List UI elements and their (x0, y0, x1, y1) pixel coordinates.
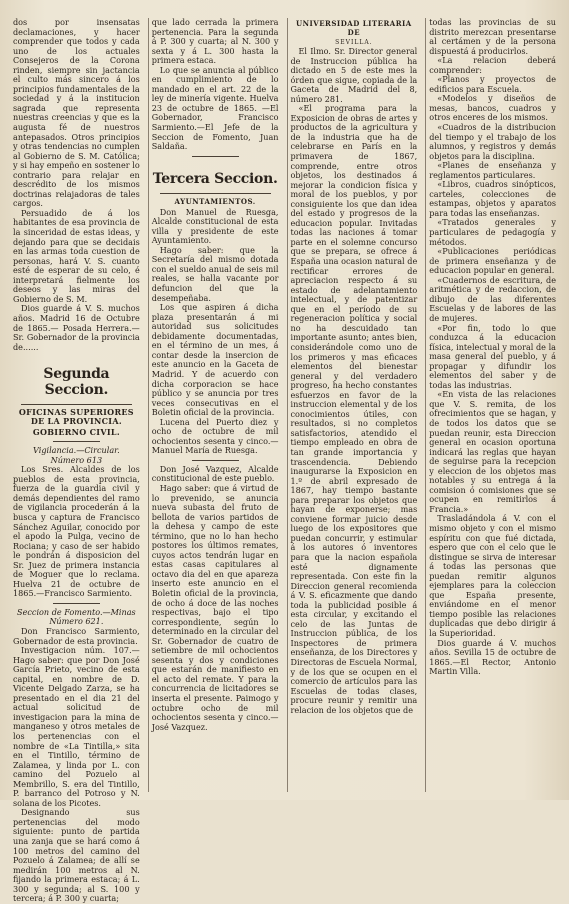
section-title-segunda: Segunda Seccion. (43, 366, 110, 399)
paragraph: «Planos y proyectos de edificios para Escuela. (429, 74, 556, 94)
paragraph: Trasladándola á V. con el mismo objeto y con el mismo espíritu con que fué dictada, espero que con el celo que le distingue se sirva de interesar á todas las personas que puedan remitir algunos ejemplares para la coleccion que España presente, enviándome en el menor tiempo posible las relaciones duplicadas que debo dirigir á la Superioridad. (429, 513, 556, 638)
paragraph: Persuadido de á los habitantes de esa provincia de la sinceridad de estas ideas, y dejando para que se decidais en las armas toda cuestion de personas, hará V. S. cuanto esté de esperar de su celo, é interpretará fielmente los deseos y las miras del Gobierno de S. M. (13, 207, 140, 304)
paragraph: Don Francisco Sarmiento, Gobernador de esta provincia. (13, 625, 140, 646)
paragraph: Los Sres. Alcaldes de los pueblos de esta provincia, fuerza de la guardia civil y demás dependientes del ramo de vigilancia procederán á la busca y captura de Francisco Sánchez Aguilar, conocido por el apodo la Pulga, vecino de Rociana; y caso de ser habido le pondrán á disposicion del Sr. Juez de primera instancia de Moguer que lo reclama. Huelva 21 de octubre de 1865.—Francisco Sarmiento. (13, 464, 140, 599)
divider (192, 156, 239, 157)
paragraph: «Publicaciones periódicas de primera enseñanza y de educacion popular en general. (429, 246, 556, 276)
divider (53, 441, 100, 442)
column-3 (287, 18, 421, 792)
paragraph: «Cuadros de la distribucion del tiempo y el trabajo de los alumnos, y registros y demás objetos para la disciplina. (429, 122, 556, 161)
paragraph: El Ilmo. Sr. Director general de Instruccion pública ha dictado en 5 de este mes la órden que sigue, copiada de la Gaceta de Madrid del 8, número 281. (290, 46, 418, 104)
divider (21, 404, 132, 405)
paragraph: «Por fin, todo lo que conduzca á la educacion física, intelectual y moral de la masa general del pueblo, y á propagar y difundir los elementos del saber y de todas las industrias. (429, 322, 556, 390)
column-4 (425, 18, 559, 792)
ayuntamientos-heading: AYUNTAMIENTOS. (174, 196, 256, 206)
vigilancia-number: Número 613 (50, 454, 103, 465)
minas-number: Número 621. (49, 616, 104, 627)
column-container (10, 17, 559, 904)
column-2 (148, 18, 282, 792)
paragraph: «Tratados generales y particulares de pedagogía y métodos. (429, 217, 556, 247)
paragraph: «Cuadernos de escritura, de aritmética y de redaccion, de dibujo de las diferentes Escuelas y de labores de las de mujeres. (429, 274, 556, 323)
paragraph: todas las provincias de su distrito merezcan presentarse al certámen y de la persona dispuestá á producirlos. (429, 17, 556, 56)
university-city: SEVILLA. (335, 39, 373, 46)
paragraph: «El programa para la Exposicion de obras de artes y productos de la agricultura y de la industria que ha de celebrarse en París en la primavera de 1867, comprende, entre otros objetos, los destinados á mejorar la condicion física y moral de los pueblos, y por consiguiente los que dan idea del estado y progresos de la educacion popular. Invitadas todas las naciones á tomar parte en el solemne concurso que se prepara, se ofrece á España una ocasion natural de rectificar errores de apreciacion respecto á su estado de adelantamiento intelectual, y de patentizar que en el período de su regeneracion política y social no ha descuidado tan importante asunto; antes bien, considerándole como uno de los primeros y mas eficaces elementos del bienestar general y del verdadero progreso, ha hecho constantes esfuerzos en favor de la instruccion elemental y de los conocimientos útiles, con resultados, si no completos satisfactorios, atendido el tiempo empleado en obra de tan grande importancia y trascendencia. Debiendo inaugurarse la Exposicion en 1.º de abril expresado de 1867, hay tiempo bastante para preparar los objetos que hayan de exponerse; mas conviene formar juicio desde luego de los expositores que puedan concurrir, y estimular á los autores ó inventores para que la nacion española esté dignamente representada. Con este fin la Direccion general recomienda á V. S. eficazmente que dando toda la publicidad posible á esta circular, y excitando el celo de las Juntas de Instruccion pública, de los Inspectores de primera enseñanza, de los Directores y Directoras de Escuela Normal, y de los que se ocupen en el comercio de artículos para las Escuelas de todas clases, procure reunir y remitir una relacion de los objetos que de (290, 103, 418, 715)
divider (160, 193, 271, 194)
divider (192, 460, 239, 461)
paragraph: Dios guarde á V. S. muchos años. Madrid 16 de Octubre de 1865.— Posada Herrera.—Sr. Gobernador de la provincia de...... (13, 303, 140, 352)
paragraph: Dios guarde á V. muchos años. Sevilla 15 de octubre de 1865.—El Rector, Antonio Martin Villa. (429, 637, 556, 677)
paragraph: Don José Vazquez, Alcalde constitucional de este pueblo. (151, 463, 279, 484)
paragraph: Investigacion núm. 107.—Hago saber: que por Don José García Prieto, vecino de esta capital, en nombre de D. Vicente Delgado Zarza, se ha presentado en el dia 21 del actual solicitud de investigacion para la mina de manganeso y otros metales de los pertenencias con el nombre de «La Tintilla,» sita en el Tintillo, término de Zalamea, y linda por L. con camino del Pozuelo al Membrillo, S. era del Tintillo, P. barranco del Potroso y N. solana de los Picotes. (13, 645, 140, 808)
paragraph: Hago saber: que á virtud de lo prevenido, se anuncia nueva subasta del fruto de bellota de varios partidos de la dehesa y campo de este término, que no lo han hecho postores los últimos remates, cuyos actos tendrán lugar en estas casas capitulares al octavo dia del en que apareza inserto este anuncio en el Boletin oficial de la provincia, de ocho á doce de las noches respectivas, bajo el tipo correspondiente, según lo determinado en la circular del Sr. Gobernador de cuatro de setiembre de mil ochocientos sesenta y dos y condiciones que estarán de manifiesto en el acto del remate. Y para la concurrencia de licitadores se inserta el presente. Paimogo y octubre ocho de mil ochocientos sesenta y cinco.—José Vazquez. (151, 482, 279, 732)
government-heading: GOBIERNO CIVIL. (32, 427, 120, 438)
paragraph: dos por insensatas declamaciones, y hacer comprender que todos y cada uno de los actuales Consejeros de la Corona rinden, siempre sin jactancia el culto más sincero á los principios fundamentales de la sociedad y á la institucion sagrada que representa nuestras creencias y que es la augusta fé de nuestros antepasados. Otros principios y otras tendencias no cumplen al Gobierno de S. M. Católica; y si hay empeño en sostener lo contrario para relajar en descrédito de los mismos doctrinas relajadoras de tales cargos. (13, 17, 140, 209)
paragraph: Los que aspiren á dicha plaza presentarán á mi autoridad sus solicitudes debidamente documentadas, en el término de un mes, á contar desde la insercion de este anuncio en la Gaceta de Madrid. Y de acuerdo con dicha corporacion se hace público y se anuncia por tres veces consecutivas en el Boletin oficial de la provincia. (151, 302, 279, 418)
office-heading: OFICINAS SUPERIORES DE LA PROVINCIA. (18, 407, 134, 427)
paragraph: Hago saber: que la Secretaría del mismo dotada con el sueldo anual de seis mil reales, se halla vacante por defuncion del que la desempeñaba. (151, 244, 279, 303)
paragraph: «En vista de las relaciones que V. S. remita, de los ofrecimientos que se hagan, y de todos los datos que se puedan reunir, esta Direccion general en ocasion oportuna indicará las reglas que hayan de seguirse para la recepcion y eleccion de los objetos mas notables y su entrega á la comision ó comisiones que se ocupen en remitirlos á Francia.» (429, 389, 556, 514)
minas-title: Seccion de Fomento.—Minas (17, 606, 136, 617)
paragraph: Lo que se anuncia al público en cumplimiento de lo mandado en el art. 22 de la ley de minería vigente. Huelva 23 de octubre de 1865. —El Gobernador, Francisco Sarmiento.—El Jefe de la Seccion de Fomento, Juan Saldaña. (151, 64, 279, 152)
divider (53, 603, 100, 604)
paragraph: Designando sus pertenencias del modo siguiente: punto de partida una zanja que se hará como á 100 metros del camino del Pozuelo á Zalamea; de allí se medirán 100 metros al N. fijando la primera estaca; á L. 300 y segunda; al S. 100 y tercera; á P. 300 y cuarta; (13, 807, 140, 904)
paragraph: que lado cerrada la primera pertenencia. Para la segunda á P. 300 y cuarta; al N. 300 y sexta y á L. 300 hasta la primera estaca. (151, 17, 279, 66)
paragraph: «La relacion deberá comprender: (429, 55, 556, 75)
paragraph: «Modelos y diseños de mesas, bancos, cuadros y otros enceres de los mismos. (429, 93, 556, 123)
vigilancia-title: Vigilancia.—Circular. (33, 445, 120, 456)
section-title-tercera: Tercera Seccion. (152, 170, 278, 187)
paragraph: Don Manuel de Ruesga, Alcalde constitucional de esta villa y presidente de este Ayuntamiento. (151, 206, 279, 246)
column-1 (10, 17, 143, 904)
university-heading: UNIVERSIDAD LITERARIA DE (296, 19, 412, 37)
paragraph: «Planes de enseñanza y reglamentos particulares. (429, 160, 556, 180)
paragraph: «Libros, cuadros sinópticos, carteles, colecciones de estampas, objetos y aparatos para todas las enseñanzas. (429, 179, 556, 218)
paragraph: Lucena del Puerto diez y ocho de octubre de mil ochocientos sesenta y cinco.— Manuel María de Ruesga. (151, 416, 279, 456)
